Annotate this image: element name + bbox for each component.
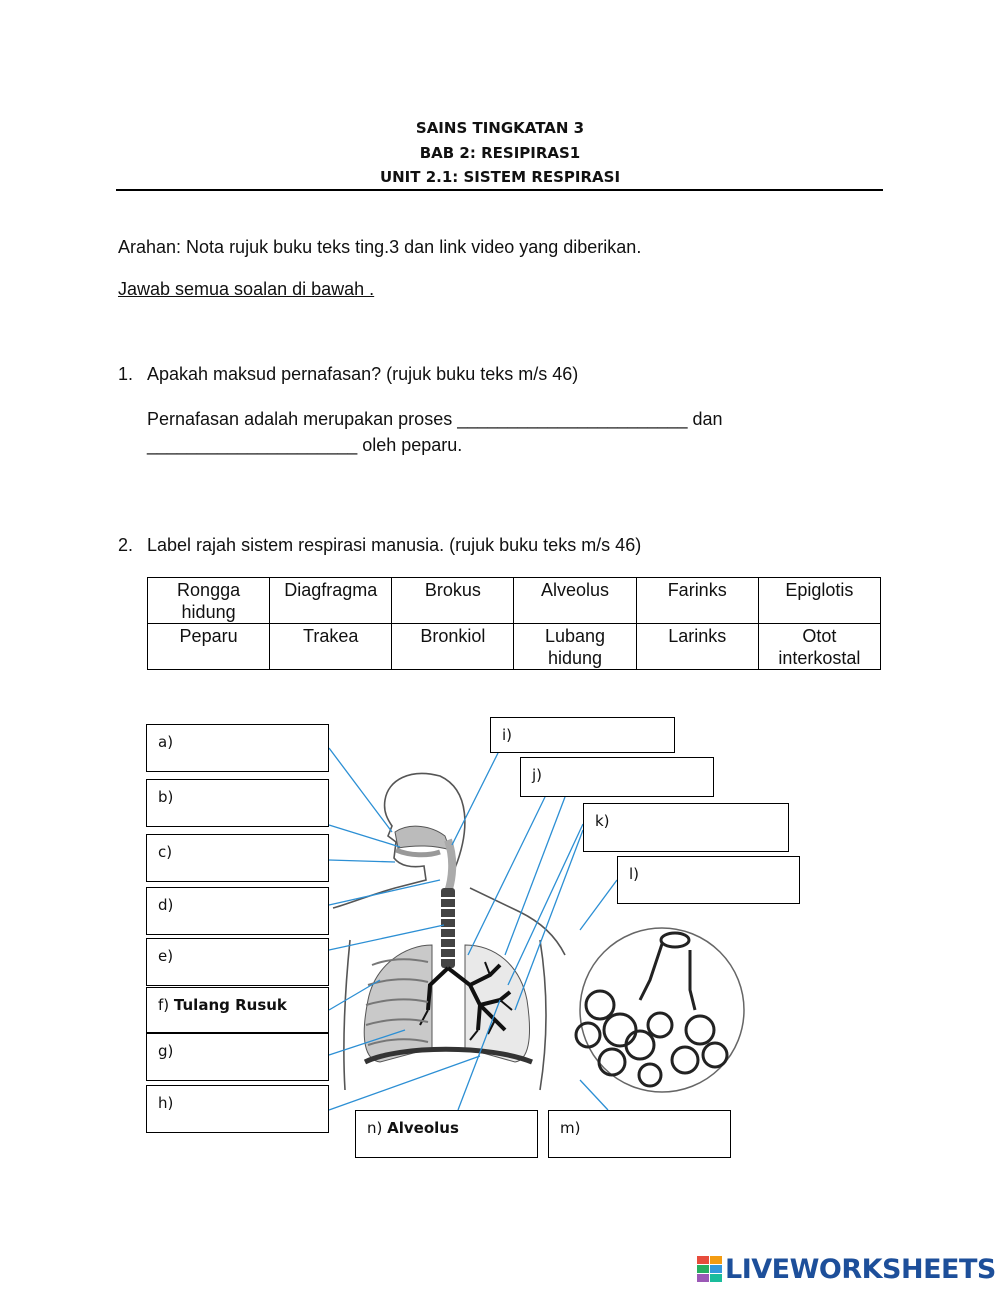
word-bank-cell: Trakea (270, 624, 392, 670)
right-lung (465, 945, 530, 1062)
word-bank-cell: Otot interkostal (758, 624, 880, 670)
label-answer-n: Alveolus (387, 1119, 459, 1137)
word-bank-cell: Alveolus (514, 578, 636, 624)
word-bank-cell: Diagfragma (270, 578, 392, 624)
label-box-n[interactable] (355, 1110, 538, 1158)
label-box-j[interactable] (520, 757, 714, 797)
label-box-d[interactable] (146, 887, 329, 935)
label-letter-l: l) (629, 865, 640, 883)
liveworksheets-logo (697, 1252, 996, 1286)
logo-mark-icon (697, 1256, 722, 1282)
label-letter-i: i) (502, 726, 513, 744)
label-box-l[interactable] (617, 856, 800, 904)
word-bank-cell: Epiglotis (758, 578, 880, 624)
q1-question: Apakah maksud pernafasan? (rujuk buku teks m/s 46) (147, 364, 579, 384)
word-bank-cell: Lubang hidung (514, 624, 636, 670)
label-box-c[interactable] (146, 834, 329, 882)
pharynx (448, 840, 452, 892)
word-bank-cell: Farinks (636, 578, 758, 624)
label-letter-d: d) (158, 896, 174, 914)
label-letter-k: k) (595, 812, 610, 830)
header-line-3: UNIT 2.1: SISTEM RESPIRASI (379, 168, 621, 186)
label-box-h[interactable] (146, 1085, 329, 1133)
instruction-arahan: Arahan: Nota rujuk buku teks ting.3 dan link video yang diberikan. (118, 237, 642, 257)
label-letter-g: g) (158, 1042, 174, 1060)
label-box-g[interactable] (146, 1033, 329, 1081)
word-bank-cell: Brokus (392, 578, 514, 624)
nasal-cavity (395, 826, 450, 850)
label-box-k[interactable] (583, 803, 789, 852)
trachea-rings (441, 898, 455, 958)
label-letter-m: m) (560, 1119, 581, 1137)
q2-question: Label rajah sistem respirasi manusia. (rujuk buku teks m/s 46) (147, 535, 642, 555)
label-letter-e: e) (158, 947, 174, 965)
label-box-m[interactable] (548, 1110, 731, 1158)
label-letter-f: f) (158, 996, 170, 1014)
word-bank-cell: Rongga hidung (148, 578, 270, 624)
label-letter-h: h) (158, 1094, 174, 1112)
q1-number: 1. (118, 364, 134, 384)
label-box-b[interactable] (146, 779, 329, 827)
header-line-2: BAB 2: RESIPIRAS1 (419, 144, 581, 162)
word-bank-cell: Bronkiol (392, 624, 514, 670)
q1-answer-line-2: _____________________ oleh peparu. (147, 435, 463, 455)
label-box-f[interactable] (146, 987, 329, 1033)
label-box-e[interactable] (146, 938, 329, 986)
label-letter-n: n) (367, 1119, 383, 1137)
label-letter-j: j) (532, 766, 543, 784)
q2-number: 2. (118, 535, 134, 555)
mouth-cavity (396, 850, 440, 855)
instruction-jawab: Jawab semua soalan di bawah . (118, 279, 375, 299)
alveolus-bronchiole-tube (661, 933, 689, 947)
header-line-1: SAINS TINGKATAN 3 (415, 119, 585, 137)
label-box-i[interactable] (490, 717, 675, 753)
label-answer-f: Tulang Rusuk (173, 996, 287, 1014)
q1-answer-line-1: Pernafasan adalah merupakan proses _______________________ dan (147, 409, 723, 429)
label-letter-b: b) (158, 788, 174, 806)
logo-text: LIVEWORKSHEETS (725, 1253, 996, 1285)
label-box-a[interactable] (146, 724, 329, 772)
word-bank-cell: Larinks (636, 624, 758, 670)
label-letter-c: c) (158, 843, 173, 861)
word-bank-cell: Peparu (148, 624, 270, 670)
label-letter-a: a) (158, 733, 174, 751)
